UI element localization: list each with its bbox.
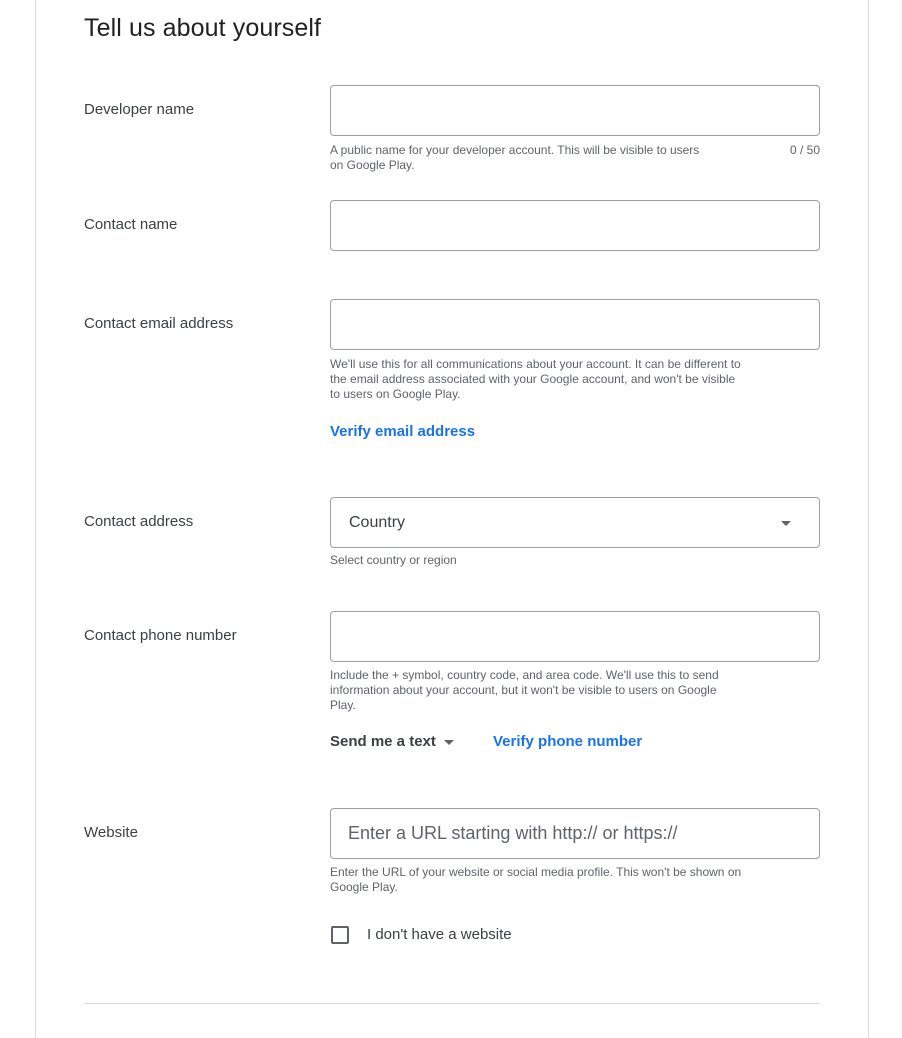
contact-email-field[interactable] [330, 299, 820, 350]
no-website-label[interactable]: I don't have a website [367, 926, 512, 943]
website-input[interactable] [331, 809, 819, 858]
developer-name-field[interactable] [330, 85, 820, 136]
website-label: Website [84, 824, 138, 841]
website-hint [330, 865, 741, 895]
contact-email-label: Contact email address [84, 315, 234, 332]
section-divider [84, 1003, 820, 1004]
dropdown-arrow-icon [444, 740, 454, 745]
country-select-value: Country [349, 514, 406, 531]
contact-email-hint-line: to users on Google Play. [330, 387, 461, 401]
contact-email-input[interactable] [331, 300, 819, 349]
contact-phone-field[interactable] [330, 611, 820, 662]
section-title: Tell us about yourself [84, 14, 322, 42]
contact-address-hint: Select country or region [330, 553, 457, 567]
contact-phone-hint-line: Play. [330, 698, 356, 712]
contact-phone-input[interactable] [331, 612, 819, 661]
send-method-label: Send me a text [330, 733, 436, 750]
developer-name-input[interactable] [331, 86, 819, 135]
contact-phone-hint-line: information about your account, but it won't be visible to users on Google [330, 683, 717, 697]
contact-email-hint-line: We'll use this for all communications about your account. It can be different to [330, 357, 741, 371]
verify-phone-link[interactable]: Verify phone number [493, 733, 643, 750]
contact-email-hint [330, 357, 741, 402]
contact-address-label: Contact address [84, 513, 194, 530]
developer-name-hint [330, 143, 699, 173]
website-field[interactable] [330, 808, 820, 859]
contact-name-field[interactable] [330, 200, 820, 251]
contact-name-input[interactable] [331, 201, 819, 250]
contact-name-label: Contact name [84, 216, 178, 233]
contact-phone-label: Contact phone number [84, 627, 237, 644]
website-hint-line: Enter the URL of your website or social media profile. This won't be shown on [330, 865, 742, 879]
contact-phone-hint-line: Include the + symbol, country code, and area code. We'll use this to send [330, 668, 719, 682]
developer-name-hint-line: A public name for your developer account. This will be visible to users [330, 143, 700, 157]
website-hint-line: Google Play. [330, 880, 398, 894]
developer-name-counter: 0 / 50 [789, 143, 820, 157]
contact-email-hint-line: the email address associated with your Google account, and won't be visible [330, 372, 736, 386]
contact-phone-hint [330, 668, 719, 713]
developer-name-label: Developer name [84, 101, 195, 118]
send-method-dropdown[interactable] [330, 733, 454, 750]
country-select[interactable] [330, 497, 820, 548]
no-website-checkbox[interactable] [331, 926, 349, 944]
developer-name-hint-line: on Google Play. [330, 158, 415, 172]
dropdown-arrow-icon [781, 521, 791, 526]
verify-email-link[interactable]: Verify email address [330, 423, 476, 440]
